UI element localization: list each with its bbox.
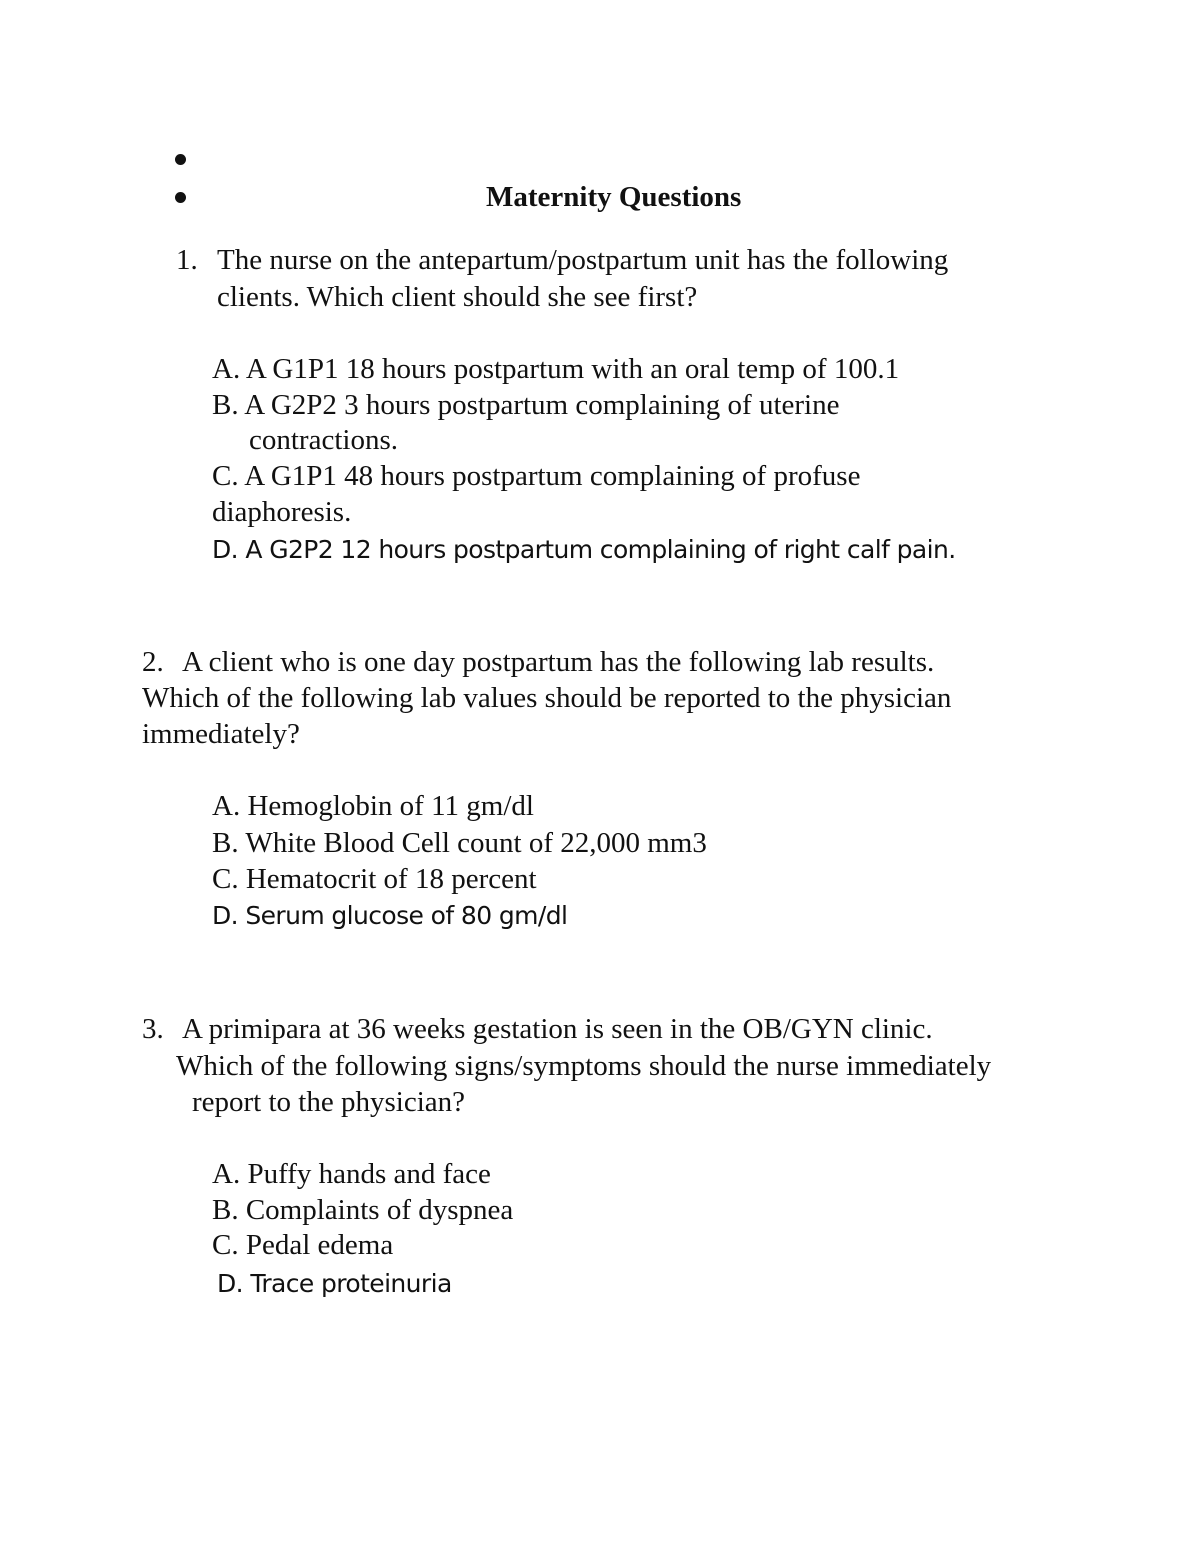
question-2-option-d: D. Serum glucose of 80 gm/dl [212, 901, 568, 930]
question-3-number: 3. [142, 1013, 164, 1045]
question-1-option-b-continued: contractions. [249, 424, 398, 456]
question-1-option-b: B. A G2P2 3 hours postpartum complaining of uterine [212, 389, 840, 421]
bullet-icon [175, 154, 186, 165]
question-2-number: 2. [142, 646, 164, 678]
question-1-option-d: D. A G2P2 12 hours postpartum complaining of right calf pain. [212, 535, 956, 564]
question-3-stem-line-3: report to the physician? [192, 1086, 465, 1118]
question-1-number: 1. [176, 244, 198, 276]
question-2-option-a: A. Hemoglobin of 11 gm/dl [212, 790, 534, 822]
question-3-stem-line-1: A primipara at 36 weeks gestation is seen in the OB/GYN clinic. [182, 1013, 933, 1045]
question-1-stem-line-1: The nurse on the antepartum/postpartum unit has the following [217, 244, 949, 276]
question-1-option-c: C. A G1P1 48 hours postpartum complaining of profuse [212, 460, 861, 492]
question-3-option-d: D. Trace proteinuria [217, 1269, 452, 1298]
question-2-stem-line-1: A client who is one day postpartum has the following lab results. [182, 646, 935, 678]
question-3-option-b: B. Complaints of dyspnea [212, 1194, 514, 1226]
question-1-stem-line-2: clients. Which client should she see first? [217, 281, 698, 313]
question-2-option-c: C. Hematocrit of 18 percent [212, 863, 537, 895]
question-3-option-c: C. Pedal edema [212, 1229, 394, 1261]
question-2-option-b: B. White Blood Cell count of 22,000 mm3 [212, 827, 707, 859]
question-3-stem-line-2: Which of the following signs/symptoms should the nurse immediately [176, 1050, 992, 1082]
bullet-icon [175, 192, 186, 203]
question-2-stem-line-3: immediately? [142, 718, 300, 750]
document-title: Maternity Questions [486, 181, 742, 213]
question-1-option-a: A. A G1P1 18 hours postpartum with an oral temp of 100.1 [212, 353, 900, 385]
question-2-stem-line-2: Which of the following lab values should be reported to the physician [142, 682, 952, 714]
question-3-option-a: A. Puffy hands and face [212, 1158, 491, 1190]
question-1-option-c-continued: diaphoresis. [212, 496, 352, 528]
